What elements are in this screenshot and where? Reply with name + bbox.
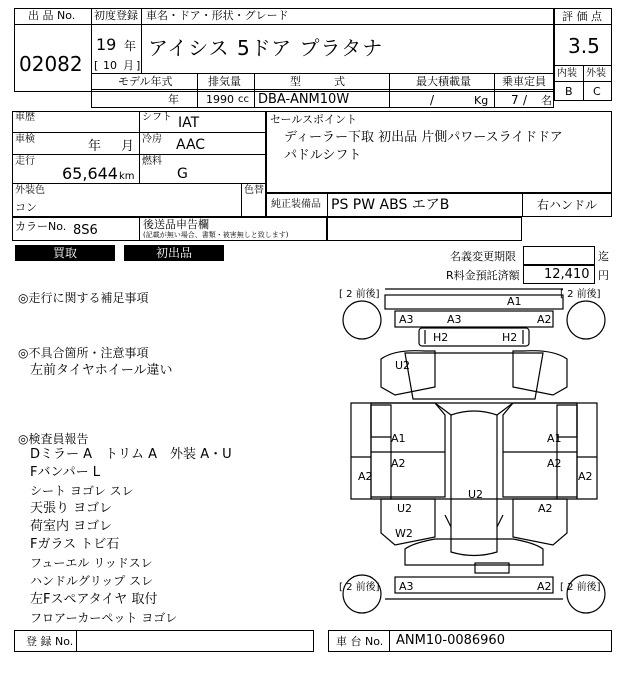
ac-value: AAC bbox=[176, 137, 206, 153]
car-name: アイシス 5ドア プラタナ bbox=[148, 36, 384, 60]
registration-label: 初度登録 bbox=[94, 9, 138, 22]
mark-left-fender: A2 bbox=[358, 470, 373, 483]
report-line: フューエル リッドスレ bbox=[30, 556, 153, 570]
corner-label-tr: [ 2 前後] bbox=[560, 289, 601, 300]
car-name-label: 車名・ドア・形状・グレード bbox=[146, 9, 289, 22]
report-line: シート ヨゴレ スレ bbox=[30, 484, 134, 498]
shift-value: IAT bbox=[178, 115, 200, 131]
interior-grade: B bbox=[565, 85, 573, 98]
report-line: Dミラー A トリム A 外装 A・U bbox=[30, 447, 232, 462]
mark-rear-right: A2 bbox=[537, 580, 552, 593]
fuel-value: G bbox=[177, 166, 188, 182]
registration-year: 19 bbox=[96, 35, 117, 54]
report-line: Fガラス トビ石 bbox=[30, 537, 120, 552]
mark-h2-right: H2 bbox=[502, 331, 518, 344]
capacity: 7 bbox=[511, 93, 519, 107]
mark-right-rear: A2 bbox=[538, 502, 553, 515]
report-line: 左Fスペアタイヤ 取付 bbox=[30, 592, 158, 607]
color-number: 8S6 bbox=[73, 223, 98, 238]
score: 3.5 bbox=[568, 34, 600, 58]
purchase-bar: 買取 bbox=[15, 245, 115, 261]
report-line: Fバンパー L bbox=[30, 465, 100, 480]
mileage: 65,644 bbox=[62, 164, 118, 183]
corner-label-bl: [ 2 前後] bbox=[339, 582, 380, 593]
sales-point-line1: ディーラー下取 初出品 片側パワースライドドア bbox=[284, 130, 563, 145]
defects-title: ◎不具合箇所・注意事項 bbox=[18, 346, 149, 360]
equipment: PS PW ABS エアB bbox=[331, 197, 450, 213]
report-line: 荷室内 ヨゴレ bbox=[30, 519, 113, 534]
mark-front-left: A3 bbox=[399, 313, 414, 326]
mark-left-front-door: A1 bbox=[391, 432, 406, 445]
corner-label-br: [ 2 前後] bbox=[560, 582, 601, 593]
chassis-number: ANM10-0086960 bbox=[396, 633, 505, 648]
report-line: フロアーカーペット ヨゴレ bbox=[30, 611, 178, 625]
mark-right-front-door: A1 bbox=[547, 432, 562, 445]
sales-point-line2: パドルシフト bbox=[284, 148, 362, 163]
recycle-fee: 12,410 bbox=[544, 267, 590, 282]
exterior-grade: C bbox=[593, 85, 601, 98]
registration-month: 10 bbox=[103, 59, 117, 72]
mark-rear-left: A3 bbox=[399, 580, 414, 593]
car-damage-diagram bbox=[335, 287, 613, 627]
mark-left-w2: W2 bbox=[395, 527, 413, 540]
steering: 右ハンドル bbox=[537, 198, 598, 212]
first-listing-bar: 初出品 bbox=[124, 245, 224, 261]
mark-left-rear-door: A2 bbox=[391, 457, 406, 470]
displacement: 1990 bbox=[206, 93, 234, 106]
report-line: ハンドルグリップ スレ bbox=[30, 574, 154, 588]
inspector-title: ◎検査員報告 bbox=[18, 432, 89, 446]
model-type: DBA-ANM10W bbox=[258, 92, 350, 107]
mark-left-rear: U2 bbox=[397, 502, 413, 515]
corner-label-tl: [ 2 前後] bbox=[339, 289, 380, 300]
lot-number-label: 出 品 No. bbox=[28, 9, 76, 22]
mark-right-rear-door: A2 bbox=[547, 457, 562, 470]
lot-number: 02082 bbox=[19, 52, 83, 76]
mark-h2-left: H2 bbox=[433, 331, 449, 344]
mark-roof: U2 bbox=[468, 488, 484, 501]
mark-front-bumper: A1 bbox=[507, 295, 522, 308]
mark-hood: U2 bbox=[395, 359, 411, 372]
mark-front-right: A2 bbox=[537, 313, 552, 326]
mark-right-fender: A2 bbox=[578, 470, 593, 483]
exterior-color: コン bbox=[15, 201, 37, 214]
mark-front-center: A3 bbox=[447, 313, 462, 326]
report-line: 天張り ヨゴレ bbox=[30, 501, 113, 516]
defects-line: 左前タイヤホイール違い bbox=[30, 363, 173, 378]
driving-notes-title: ◎走行に関する補足事項 bbox=[18, 291, 149, 305]
